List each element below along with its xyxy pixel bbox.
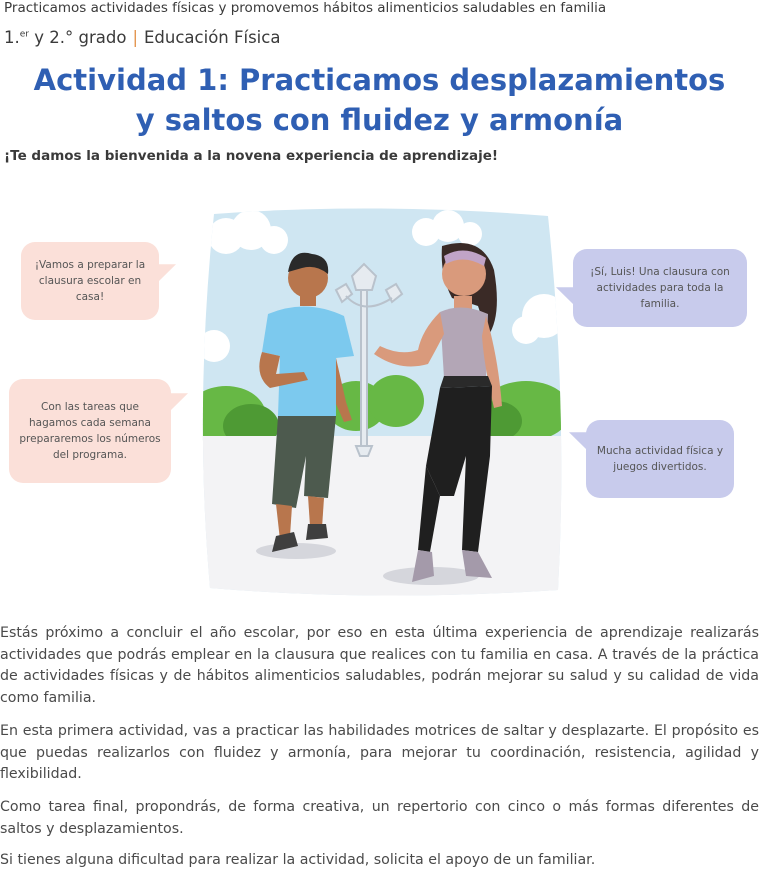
grade-subject-line (4, 28, 280, 47)
speech-bubble-text: Con las tareas que hagamos cada semana prepararemos los números del programa. (19, 401, 161, 461)
speech-bubble-boy-2 (9, 379, 171, 483)
intro-paragraph: Estás próximo a concluir el año escolar, por eso en esta última experiencia de aprendizaje realizarás actividades que podrás emplear en la clausura que realices con tu familia en casa. A través de la práctica de actividades físicas y de hábitos alimenticios saludables, podrán mejorar su salud y su calidad de vida como familia. (0, 625, 759, 706)
speech-bubble-girl-2 (586, 420, 734, 498)
title-line-2: y saltos con fluidez y armonía (135, 103, 624, 137)
running-header: Practicamos actividades físicas y promovemos hábitos alimenticios saludables en familia (4, 0, 607, 16)
activity-title (0, 60, 759, 140)
speech-bubble-text: ¡Sí, Luis! Una clausura con actividades para toda la familia. (590, 266, 730, 310)
title-line-1: Actividad 1: Practicamos desplazamientos (33, 63, 726, 97)
speech-bubble-tail (153, 257, 180, 281)
support-paragraph: Si tienes alguna dificultad para realizar la actividad, solicita el apoyo de un familiar. (0, 852, 596, 868)
speech-bubble-text: Mucha actividad física y juegos divertidos. (596, 445, 724, 473)
speech-bubble-boy-1 (21, 242, 159, 320)
grade-label: y 2.° grado (29, 28, 127, 47)
grade-number: 1. (4, 28, 20, 47)
final-task-paragraph: Como tarea final, propondrás, de forma creativa, un repertorio con cinco o más formas diferentes de saltos y desplazamientos. (0, 799, 759, 837)
ground (196, 436, 564, 598)
grade-separator: | (132, 28, 138, 47)
speech-bubble-text: ¡Vamos a preparar la clausura escolar en casa! (34, 259, 146, 303)
welcome-text: ¡Te damos la bienvenida a la novena experiencia de aprendizaje! (4, 148, 499, 164)
illustration (196, 206, 564, 598)
purpose-paragraph: En esta primera actividad, vas a practicar las habilidades motrices de saltar y desplazarte. El propósito es que puedas realizarlos con fluidez y armonía, para mejorar tu coordinación, resistencia, agilidad y flexibilidad. (0, 723, 759, 782)
speech-bubble-girl-1 (573, 249, 747, 327)
grade-superscript: er (19, 29, 29, 40)
speech-bubble-tail (165, 386, 192, 410)
speech-bubble-tail (566, 425, 593, 449)
subject-label: Educación Física (144, 28, 281, 47)
